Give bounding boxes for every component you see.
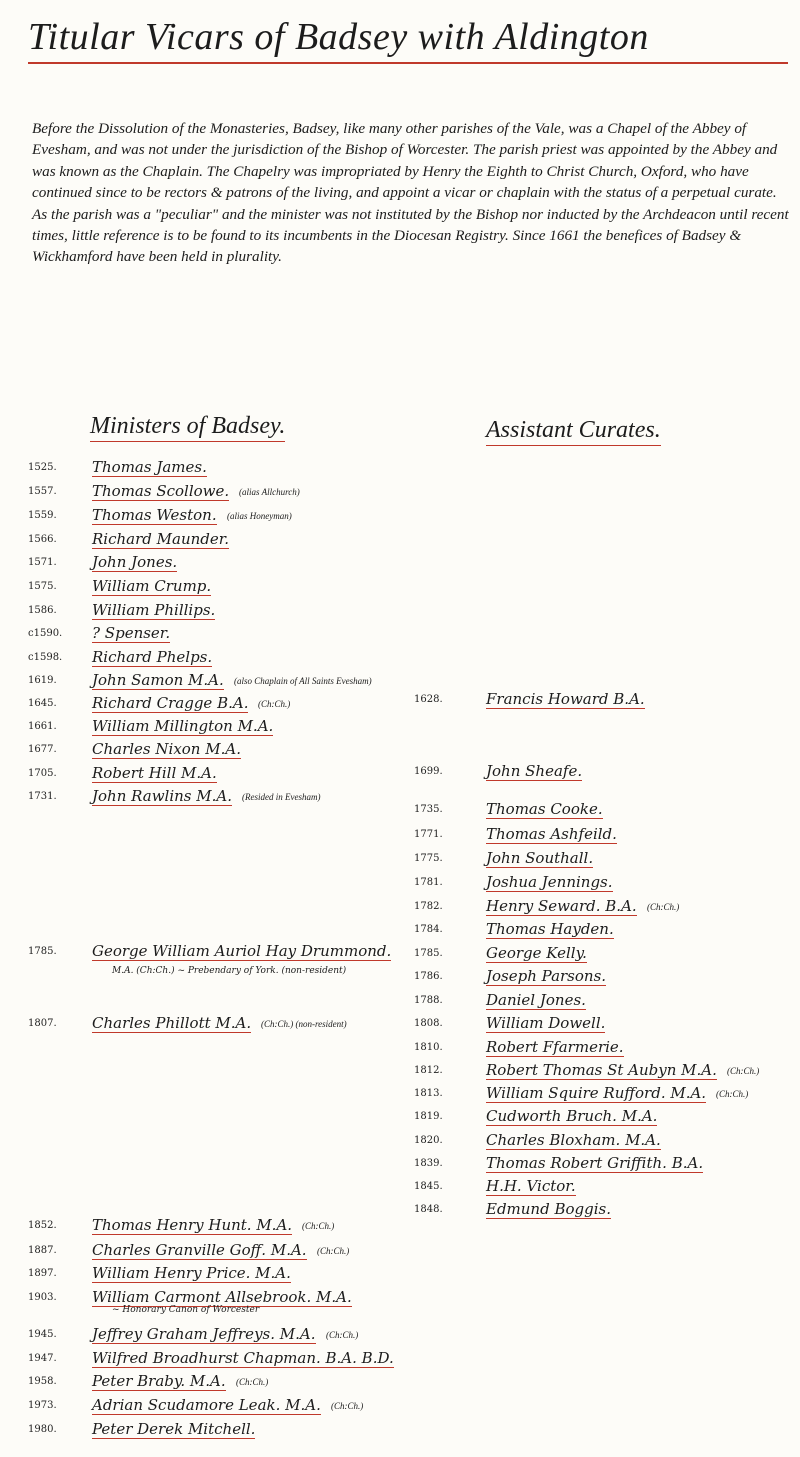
curate-year: 1782. — [414, 901, 443, 912]
minister-year: c1598. — [28, 652, 63, 663]
minister-note: (Ch:Ch.) — [326, 1330, 359, 1340]
minister-year: 1947. — [28, 1353, 57, 1364]
minister-name: Thomas Weston. — [92, 506, 217, 524]
curate-name: Henry Seward. B.A. — [486, 897, 637, 915]
minister-name: Charles Granville Goff. M.A. — [92, 1241, 307, 1259]
minister-note: (also Chaplain of All Saints Evesham) — [234, 676, 372, 686]
curate-year: 1848. — [414, 1204, 443, 1215]
intro-text: Before the Dissolution of the Monasteries, Badsey, like many other parishes of the Vale, was a Chapel of the Abbey of Evesham, and was not under the jurisdiction of the Bishop of Worcester. The parish priest was appointed by the Abbey and was known as the Chaplain. The Chapelry was impropriated by Henry the Eighth to Christ Church, Oxford, who have continued since to be rectors & patrons of the living, and appoint a vicar or chaplain with the status of a perpetual curate. As the parish was a "peculiar" and the minister was not instituted by the Bishop nor inducted by the Archdeacon until recent times, little reference is to be found to its incumbents in the Diocesan Registry. Since 1661 the benefices of Badsey & Wickhamford have been held in plurality. — [32, 120, 789, 266]
intro-paragraph — [32, 118, 792, 268]
minister-year: 1705. — [28, 768, 57, 779]
minister-name: William Crump. — [92, 577, 212, 595]
curate-name: Thomas Cooke. — [486, 800, 603, 818]
curate-year: 1812. — [414, 1065, 443, 1076]
minister-name: William Carmont Allsebrook. M.A. — [92, 1288, 352, 1306]
curate-name: Robert Thomas St Aubyn M.A. — [486, 1061, 717, 1079]
minister-year: 1571. — [28, 557, 57, 568]
curate-note: (Ch:Ch.) — [716, 1089, 749, 1099]
minister-name: William Phillips. — [92, 601, 216, 619]
curate-year: 1775. — [414, 853, 443, 864]
minister-name: Robert Hill M.A. — [92, 764, 217, 782]
curate-name: Charles Bloxham. M.A. — [486, 1131, 661, 1149]
minister-year: 1807. — [28, 1018, 57, 1029]
curate-year: 1786. — [414, 971, 443, 982]
curate-year: 1781. — [414, 877, 443, 888]
minister-year: c1590. — [28, 628, 63, 639]
minister-note: (alias Allchurch) — [239, 487, 300, 497]
minister-name: ? Spenser. — [92, 624, 171, 642]
minister-name: Thomas James. — [92, 458, 207, 476]
curate-name: Thomas Robert Griffith. B.A. — [486, 1154, 704, 1172]
curate-year: 1820. — [414, 1135, 443, 1146]
curate-year: 1785. — [414, 948, 443, 959]
minister-year: 1575. — [28, 581, 57, 592]
curate-year: 1810. — [414, 1042, 443, 1053]
minister-name: Adrian Scudamore Leak. M.A. — [92, 1396, 321, 1414]
minister-note: (Resided in Evesham) — [242, 792, 321, 802]
curate-name: Daniel Jones. — [486, 991, 586, 1009]
curate-note: (Ch:Ch.) — [647, 902, 680, 912]
curate-year: 1784. — [414, 924, 443, 935]
curate-year: 1699. — [414, 766, 443, 777]
minister-name: Jeffrey Graham Jeffreys. M.A. — [92, 1325, 316, 1343]
minister-year: 1557. — [28, 486, 57, 497]
curate-name: Thomas Ashfeild. — [486, 825, 617, 843]
curate-name: Edmund Boggis. — [486, 1200, 611, 1218]
curate-year: 1788. — [414, 995, 443, 1006]
minister-year: 1958. — [28, 1376, 57, 1387]
curate-year: 1819. — [414, 1111, 443, 1122]
minister-year: 1731. — [28, 791, 57, 802]
curate-year: 1845. — [414, 1181, 443, 1192]
curate-name: Thomas Hayden. — [486, 920, 614, 938]
minister-name: William Millington M.A. — [92, 717, 274, 735]
minister-note: (Ch:Ch.) — [317, 1246, 350, 1256]
curate-note: (Ch:Ch.) — [727, 1066, 760, 1076]
curate-year: 1813. — [414, 1088, 443, 1099]
minister-year: 1586. — [28, 605, 57, 616]
curate-name: George Kelly. — [486, 944, 587, 962]
minister-year: 1980. — [28, 1424, 57, 1435]
minister-year: 1645. — [28, 698, 57, 709]
minister-name: Charles Phillott M.A. — [92, 1014, 252, 1032]
minister-name: Charles Nixon M.A. — [92, 740, 241, 758]
minister-year: 1945. — [28, 1329, 57, 1340]
minister-name: Peter Derek Mitchell. — [92, 1420, 256, 1438]
curate-year: 1808. — [414, 1018, 443, 1029]
minister-year: 1525. — [28, 462, 57, 473]
minister-year: 1559. — [28, 510, 57, 521]
minister-year: 1887. — [28, 1245, 57, 1256]
curate-year: 1839. — [414, 1158, 443, 1169]
curate-name: Cudworth Bruch. M.A. — [486, 1107, 658, 1125]
curate-name: Francis Howard B.A. — [486, 690, 645, 708]
minister-name: William Henry Price. M.A. — [92, 1264, 291, 1282]
minister-name: Richard Phelps. — [92, 648, 213, 666]
minister-year: 1785. — [28, 946, 57, 957]
curate-year: 1735. — [414, 804, 443, 815]
minister-name: Peter Braby. M.A. — [92, 1372, 226, 1390]
minister-year: 1566. — [28, 534, 57, 545]
minister-year: 1677. — [28, 744, 57, 755]
curate-name: William Dowell. — [486, 1014, 606, 1032]
minister-note: (alias Honeyman) — [227, 511, 292, 521]
minister-year: 1852. — [28, 1220, 57, 1231]
allsebrook-subnote: ~ Honorary Canon of Worcester — [112, 1305, 260, 1315]
minister-note: (Ch:Ch.) — [331, 1401, 364, 1411]
minister-note: (Ch:Ch.) — [236, 1377, 269, 1387]
curate-name: Joseph Parsons. — [486, 967, 607, 985]
minister-note: (Ch:Ch.) (non-resident) — [261, 1019, 347, 1029]
curates-heading: Assistant Curates. — [486, 416, 661, 446]
minister-year: 1903. — [28, 1292, 57, 1303]
minister-name: John Rawlins M.A. — [92, 787, 233, 805]
curate-name: H.H. Victor. — [486, 1177, 576, 1195]
minister-year: 1973. — [28, 1400, 57, 1411]
minister-name: Richard Cragge B.A. — [92, 694, 249, 712]
minister-name: George William Auriol Hay Drummond. — [92, 942, 392, 960]
ministers-heading: Ministers of Badsey. — [90, 412, 285, 442]
minister-year: 1897. — [28, 1268, 57, 1279]
curate-name: Robert Ffarmerie. — [486, 1038, 624, 1056]
minister-name: John Samon M.A. — [92, 671, 224, 689]
minister-name: John Jones. — [92, 553, 178, 571]
curate-name: John Sheafe. — [486, 762, 583, 780]
minister-name: Thomas Scollowe. — [92, 482, 230, 500]
minister-name: Thomas Henry Hunt. M.A. — [92, 1216, 293, 1234]
curate-name: John Southall. — [486, 849, 594, 867]
curate-name: Joshua Jennings. — [486, 873, 613, 891]
minister-note: (Ch:Ch.) — [302, 1221, 335, 1231]
drummond-subnote: M.A. (Ch:Ch.) ~ Prebendary of York. (non-resident) — [112, 966, 347, 976]
minister-note: (Ch:Ch.) — [258, 699, 291, 709]
curate-name: William Squire Rufford. M.A. — [486, 1084, 707, 1102]
curate-year: 1771. — [414, 829, 443, 840]
curate-year: 1628. — [414, 694, 443, 705]
minister-year: 1619. — [28, 675, 57, 686]
minister-name: Richard Maunder. — [92, 530, 230, 548]
page-title: Titular Vicars of Badsey with Aldington — [28, 14, 788, 64]
minister-name: Wilfred Broadhurst Chapman. B.A. B.D. — [92, 1349, 394, 1367]
minister-year: 1661. — [28, 721, 57, 732]
